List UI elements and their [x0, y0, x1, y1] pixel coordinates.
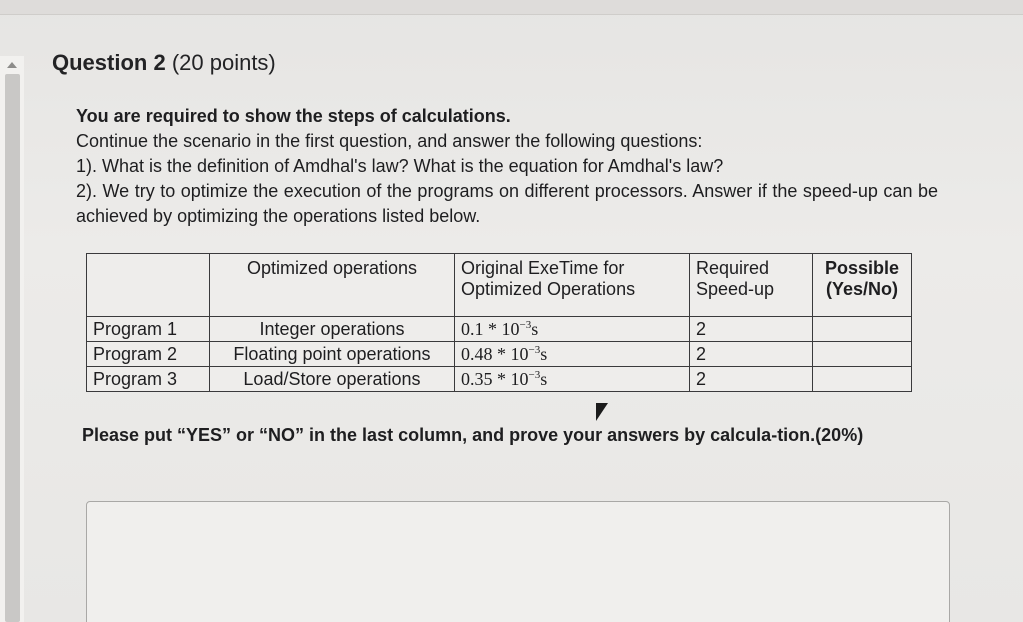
header-speedup-line1: Required — [696, 258, 770, 278]
row-program: Program 2 — [87, 342, 210, 367]
row-operation: Integer operations — [210, 317, 455, 342]
table-header-row — [87, 254, 912, 317]
row-possible-cell[interactable] — [813, 317, 912, 342]
exetime-exponent: −3 — [519, 318, 532, 331]
row-exetime — [455, 367, 690, 392]
operations-table — [86, 253, 912, 392]
header-exetime — [455, 254, 690, 317]
question-points: (20 points) — [171, 50, 276, 75]
exetime-base: 0.1 * 10 — [461, 318, 520, 339]
instruction-line-2: Continue the scenario in the first question, and answer the following questions: — [76, 131, 703, 151]
header-possible — [813, 254, 912, 317]
exetime-base: 0.48 * 10 — [461, 343, 529, 364]
header-exetime-line2: Optimized Operations — [461, 279, 636, 299]
row-possible-cell[interactable] — [813, 367, 912, 392]
collapse-arrow-icon[interactable] — [7, 62, 17, 68]
instruction-line-3: 1). What is the definition of Amdhal's law? What is the equation for Amdhal's law? — [76, 156, 724, 176]
row-operation: Load/Store operations — [210, 367, 455, 392]
mouse-cursor-icon — [596, 403, 608, 421]
question-scroll-rail[interactable] — [5, 74, 20, 622]
header-possible-line1: Possible — [824, 258, 900, 278]
row-speedup: 2 — [690, 367, 813, 392]
question-name: Question 2 — [52, 50, 166, 75]
row-program: Program 1 — [87, 317, 210, 342]
table-row — [87, 367, 912, 392]
question-body — [76, 104, 956, 229]
question-title — [52, 50, 276, 76]
answer-instruction-note: Please put “YES” or “NO” in the last column, and prove your answers by calcula-tion.(20%) — [82, 425, 864, 445]
row-possible-cell[interactable] — [813, 342, 912, 367]
header-speedup-line2: Speed-up — [696, 279, 775, 299]
instruction-bold-line: You are required to show the steps of calculations. — [76, 106, 511, 126]
row-operation: Floating point operations — [210, 342, 455, 367]
row-program: Program 3 — [87, 367, 210, 392]
table-row — [87, 317, 912, 342]
row-speedup: 2 — [690, 317, 813, 342]
exetime-exponent: −3 — [528, 368, 541, 381]
exetime-unit: s — [540, 368, 548, 389]
exetime-unit: s — [540, 343, 548, 364]
header-speedup — [690, 254, 813, 317]
header-operations: Optimized operations — [210, 254, 455, 317]
row-speedup: 2 — [690, 342, 813, 367]
header-exetime-line1: Original ExeTime for — [461, 258, 625, 278]
row-exetime — [455, 317, 690, 342]
row-exetime — [455, 342, 690, 367]
top-edge — [0, 0, 1023, 15]
header-program — [87, 254, 210, 317]
answer-textarea[interactable] — [86, 501, 950, 622]
header-possible-line2: (Yes/No) — [825, 279, 899, 299]
instruction-line-4: 2). We try to optimize the execution of the programs on different processors. Answer if the speed-up can be achieved by optimizing the operations listed below. — [76, 181, 938, 226]
exetime-base: 0.35 * 10 — [461, 368, 529, 389]
table-row — [87, 342, 912, 367]
exetime-unit: s — [531, 318, 539, 339]
exetime-exponent: −3 — [528, 343, 541, 356]
